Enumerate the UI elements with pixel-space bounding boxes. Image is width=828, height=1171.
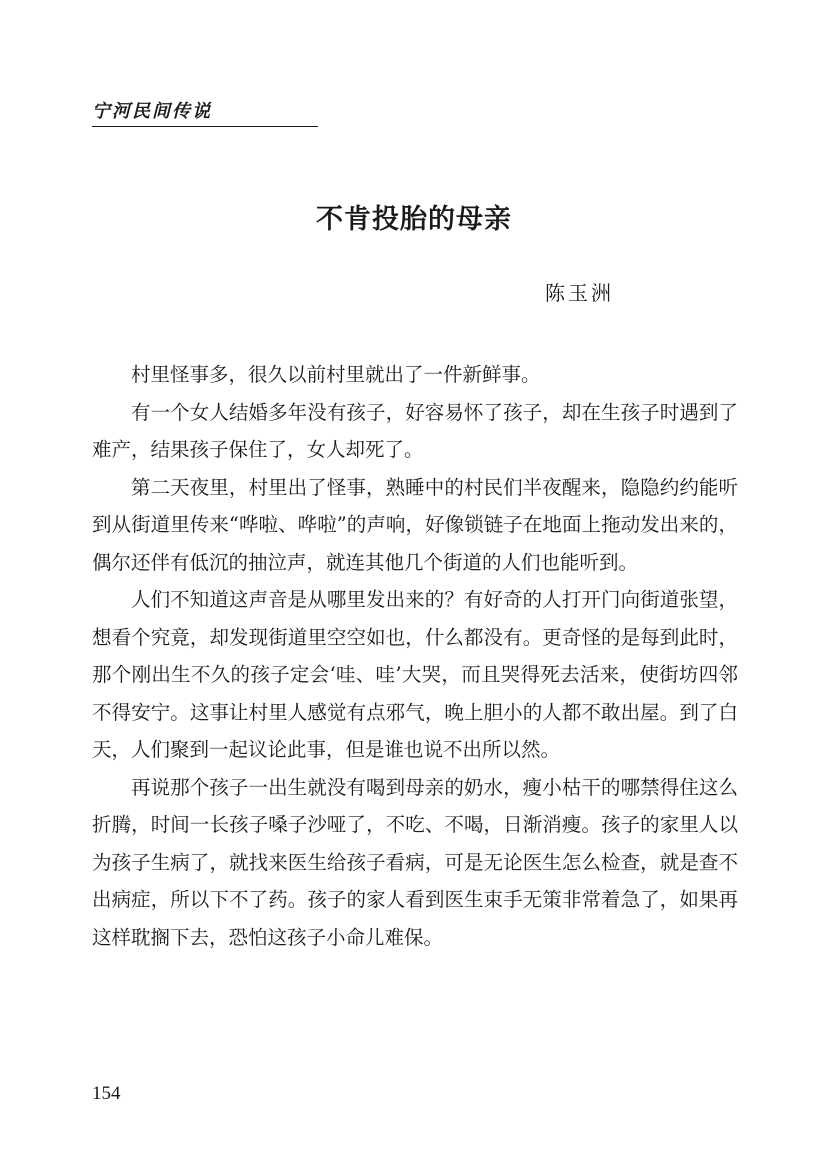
paragraph: 村里怪事多，很久以前村里就出了一件新鲜事。 <box>131 363 541 386</box>
paragraph: 第二天夜里，村里出了怪事，熟睡中的村民们半夜醒来，隐隐约约能听到从街道里传来“哗啦、哗啦”的声响，好像锁链子在地面上拖动发出来的，偶尔还伴有低沉的抽泣声，就连其他几个街道的人们也能听到。 <box>92 475 738 574</box>
running-header-title: 宁河民间传说 <box>92 101 212 122</box>
article-body <box>92 356 738 956</box>
paragraph: 人们不知道这声音是从哪里发出来的？有好奇的人打开门向街道张望，想看个究竟，却发现街道里空空如也，什么都没有。更奇怪的是每到此时，那个刚出生不久的孩子定会‘哇、哇’大哭，而且哭得死去活来，使街坊四邻不得安宁。这事让村里人感觉有点邪气，晚上胆小的人都不敢出屋。到了白天，人们聚到一起议论此事，但是谁也说不出所以然。 <box>92 588 738 761</box>
article-author: 陈玉洲 <box>545 281 614 305</box>
running-header <box>92 100 318 127</box>
page-number: 154 <box>92 1083 121 1104</box>
article-title: 不肯投胎的母亲 <box>316 204 512 235</box>
paragraph: 再说那个孩子一出生就没有喝到母亲的奶水，瘦小枯干的哪禁得住这么折腾，时间一长孩子嗓子沙哑了，不吃、不喝，日渐消瘦。孩子的家里人以为孩子生病了，就找来医生给孩子看病，可是无论医生怎么检查，就是查不出病症，所以下不了药。孩子的家人看到医生束手无策非常着急了，如果再这样耽搁下去，恐怕这孩子小命儿难保。 <box>92 775 738 949</box>
paragraph: 有一个女人结婚多年没有孩子，好容易怀了孩子，却在生孩子时遇到了难产，结果孩子保住了，女人却死了。 <box>92 400 738 461</box>
